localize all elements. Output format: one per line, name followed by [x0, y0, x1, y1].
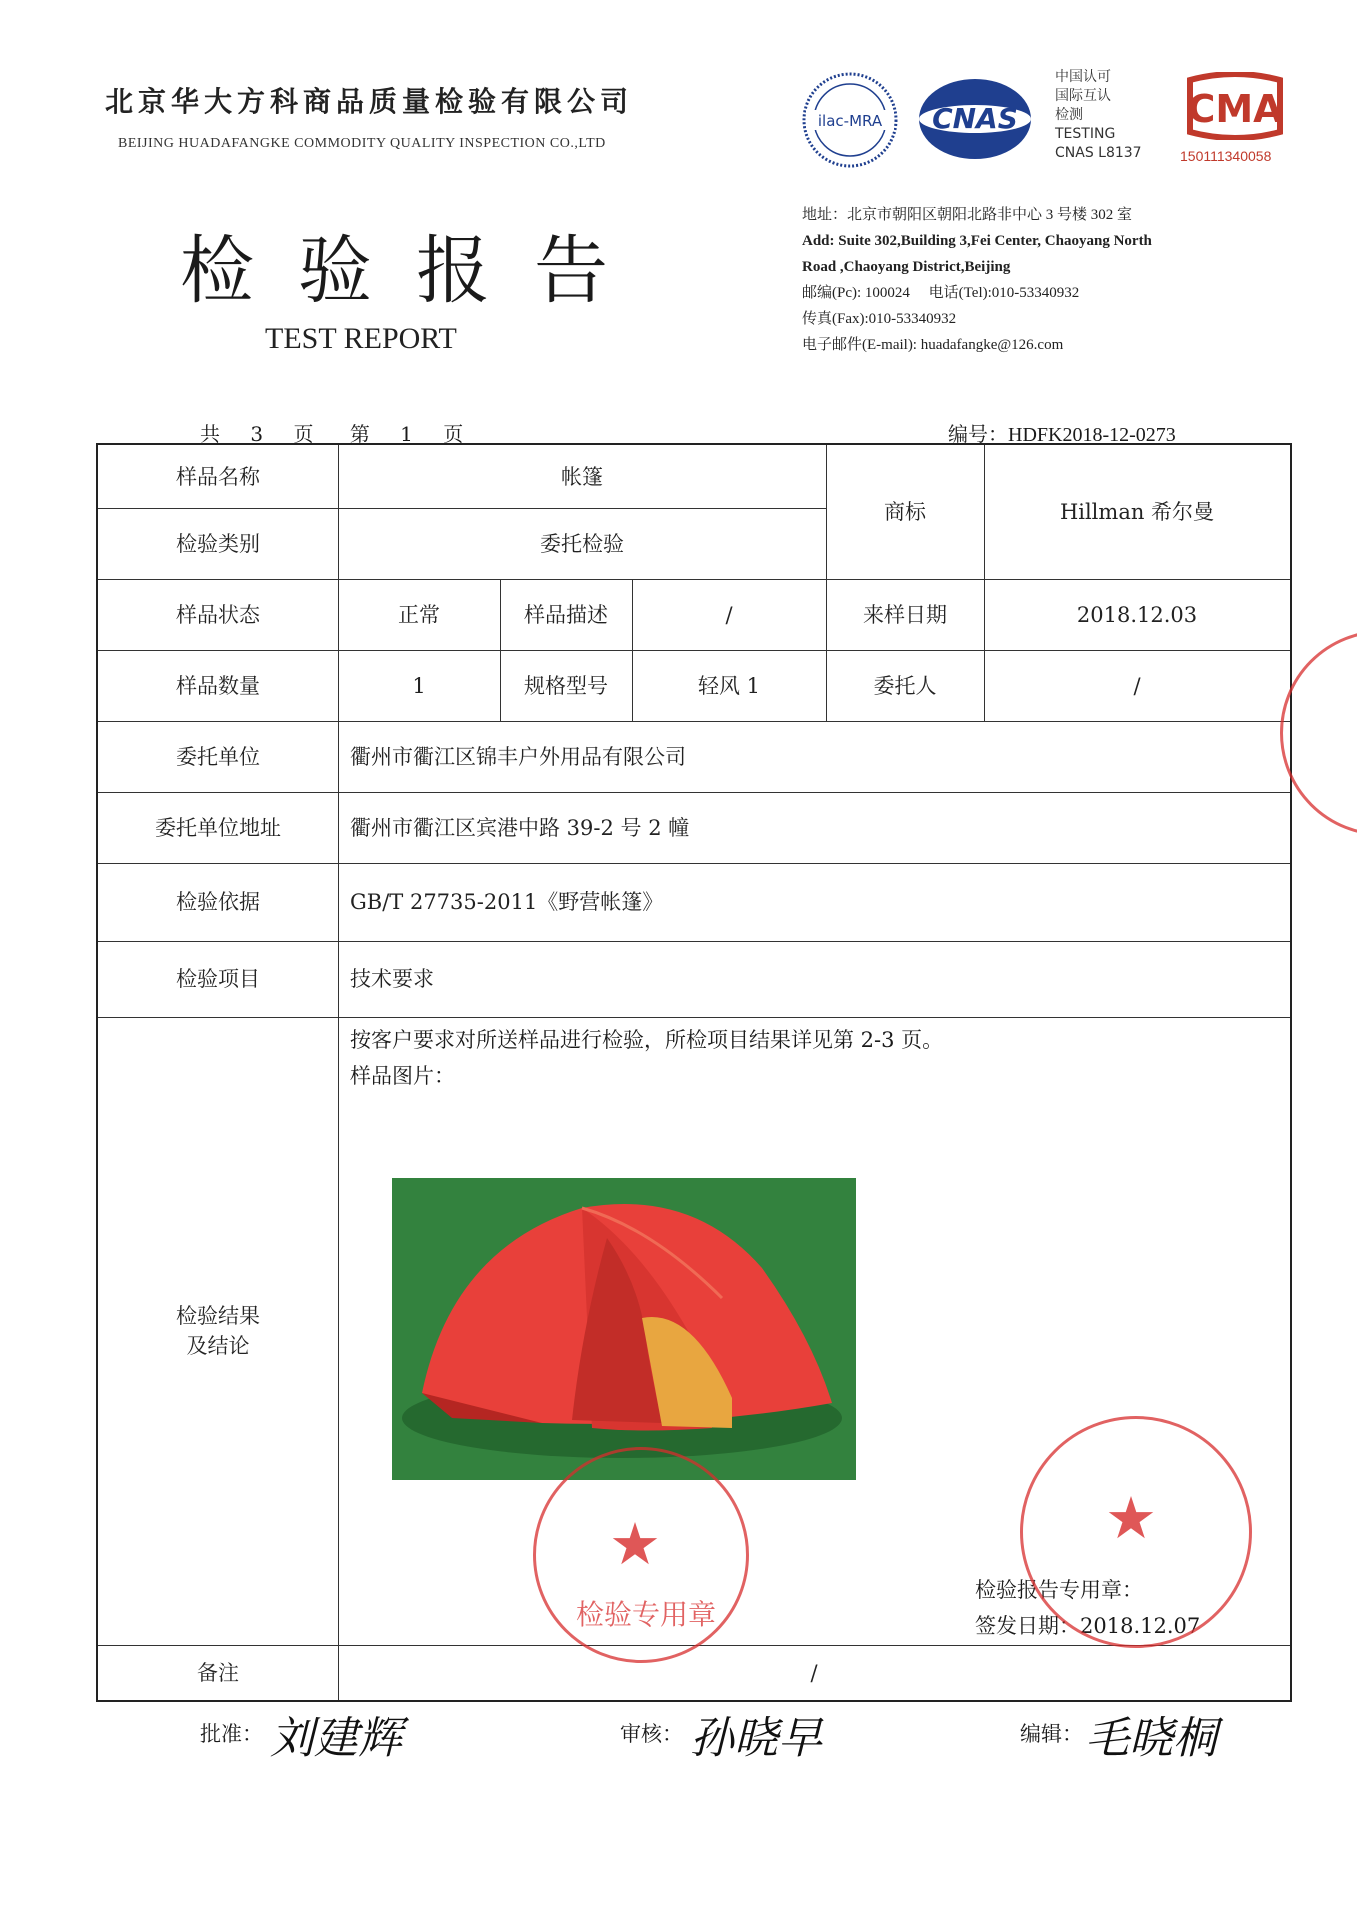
model-value: 轻风 1 [697, 673, 761, 698]
company-name-cn: 北京华大方科商品质量检验有限公司 [105, 85, 634, 118]
result-label [98, 1017, 338, 1645]
approve-label: 批准： [200, 1722, 263, 1746]
brand-label: 商标 [884, 500, 926, 524]
qty-label: 样品数量 [176, 673, 260, 698]
basis-label: 检验依据 [176, 890, 260, 914]
state-label: 样品状态 [176, 602, 260, 627]
stamp-star-icon: ★ [1105, 1484, 1157, 1552]
category-value: 委托检验 [540, 531, 624, 556]
date-value: 2018.12.03 [1076, 602, 1198, 627]
page-total-suffix: 页 [293, 422, 316, 446]
unit-value: 衢州市衢江区锦丰户外用品有限公司 [350, 744, 686, 769]
state-value: 正常 [398, 602, 440, 627]
photo-label: 样品图片： [350, 1064, 455, 1088]
report-title-cn: 检验报告 [180, 228, 652, 314]
client-value: / [1133, 673, 1141, 698]
address-en-1: Add: Suite 302,Building 3,Fei Center, Chaoyang North [802, 233, 1152, 249]
email: 电子邮件(E-mail): huadafangke@126.com [802, 337, 1064, 353]
svg-text:CMA: CMA [1187, 87, 1283, 131]
page-current-prefix: 第 [349, 422, 372, 446]
accred-line: TESTING [1055, 126, 1116, 142]
edit-signature: 毛晓桐 [1085, 1713, 1217, 1764]
model-label: 规格型号 [524, 673, 608, 698]
items-value: 技术要求 [350, 967, 434, 991]
unit-address-value: 衢州市衢江区宾港中路 39-2 号 2 幢 [350, 815, 690, 840]
report-number: 编号：HDFK2018-12-0273 [948, 424, 1176, 446]
brand-value: Hillman 希尔曼 [1059, 500, 1215, 524]
cnas-logo [915, 74, 1035, 164]
report-title-en: TEST REPORT [265, 322, 457, 355]
client-label: 委托人 [873, 673, 937, 698]
svg-text:CNAS: CNAS [932, 102, 1018, 135]
approve-signature: 刘建辉 [270, 1713, 402, 1764]
basis-value: GB/T 27735-2011《野营帐篷》 [350, 890, 664, 914]
stamp-inner-text: 检验专用章 [576, 1598, 717, 1631]
unit-label: 委托单位 [176, 744, 260, 769]
sample-name-value: 帐篷 [561, 464, 603, 489]
qty-value: 1 [412, 673, 426, 698]
page-current: 1 [400, 422, 415, 446]
telephone: 电话(Tel):010-53340932 [928, 285, 1080, 301]
page-total: 3 [250, 422, 266, 446]
report-stamp [1020, 1416, 1252, 1648]
address-en-2: Road ,Chaoyang District,Beijing [802, 259, 1011, 275]
result-text-block [350, 1022, 943, 1094]
edit-label: 编辑： [1020, 1722, 1083, 1746]
accreditation-text [1055, 68, 1142, 163]
sample-photo [392, 1178, 856, 1480]
unit-address-label: 委托单位地址 [155, 815, 281, 840]
inspection-stamp [533, 1447, 749, 1663]
page-total-prefix: 共 [200, 422, 222, 446]
review-label: 审核： [620, 1722, 683, 1746]
postcode: 邮编(Pc): 100024 [802, 285, 910, 301]
ilac-mra-logo [800, 70, 900, 170]
result-text: 按客户要求对所送样品进行检验，所检项目结果详见第 2-3 页。 [350, 1028, 944, 1052]
page-current-suffix: 页 [443, 422, 466, 446]
company-name-en: BEIJING HUADAFANGKE COMMODITY QUALITY INSPECTION CO.,LTD [118, 136, 606, 151]
category-label: 检验类别 [176, 531, 260, 556]
items-label: 检验项目 [176, 967, 260, 991]
date-label: 来样日期 [863, 602, 947, 627]
address-cn: 地址：北京市朝阳区朝阳北路非中心 3 号楼 302 室 [802, 207, 1133, 223]
remark-label: 备注 [197, 1660, 239, 1685]
stamp-star-icon: ★ [609, 1510, 661, 1578]
issue-date: 签发日期：2018.12.07 [975, 1614, 1201, 1638]
cma-number: 150111340058 [1180, 148, 1272, 164]
remark-value: / [810, 1660, 818, 1685]
accred-line: 中国认可 [1055, 69, 1111, 85]
seal-line: 检验报告专用章： [975, 1578, 1143, 1602]
cma-logo [1180, 72, 1290, 140]
desc-label: 样品描述 [524, 602, 608, 627]
desc-value: / [725, 602, 733, 627]
accred-line: 检测 [1055, 107, 1083, 123]
fax: 传真(Fax):010-53340932 [802, 311, 957, 327]
svg-text:ilac-MRA: ilac-MRA [817, 112, 883, 130]
accred-line: CNAS L8137 [1055, 145, 1142, 161]
accred-line: 国际互认 [1055, 88, 1111, 104]
result-label-line1: 检验结果 [176, 1304, 260, 1328]
result-label-line2: 及结论 [186, 1334, 250, 1358]
address-block [802, 202, 1152, 358]
sample-name-label: 样品名称 [176, 464, 260, 489]
review-signature: 孙晓早 [690, 1713, 822, 1764]
